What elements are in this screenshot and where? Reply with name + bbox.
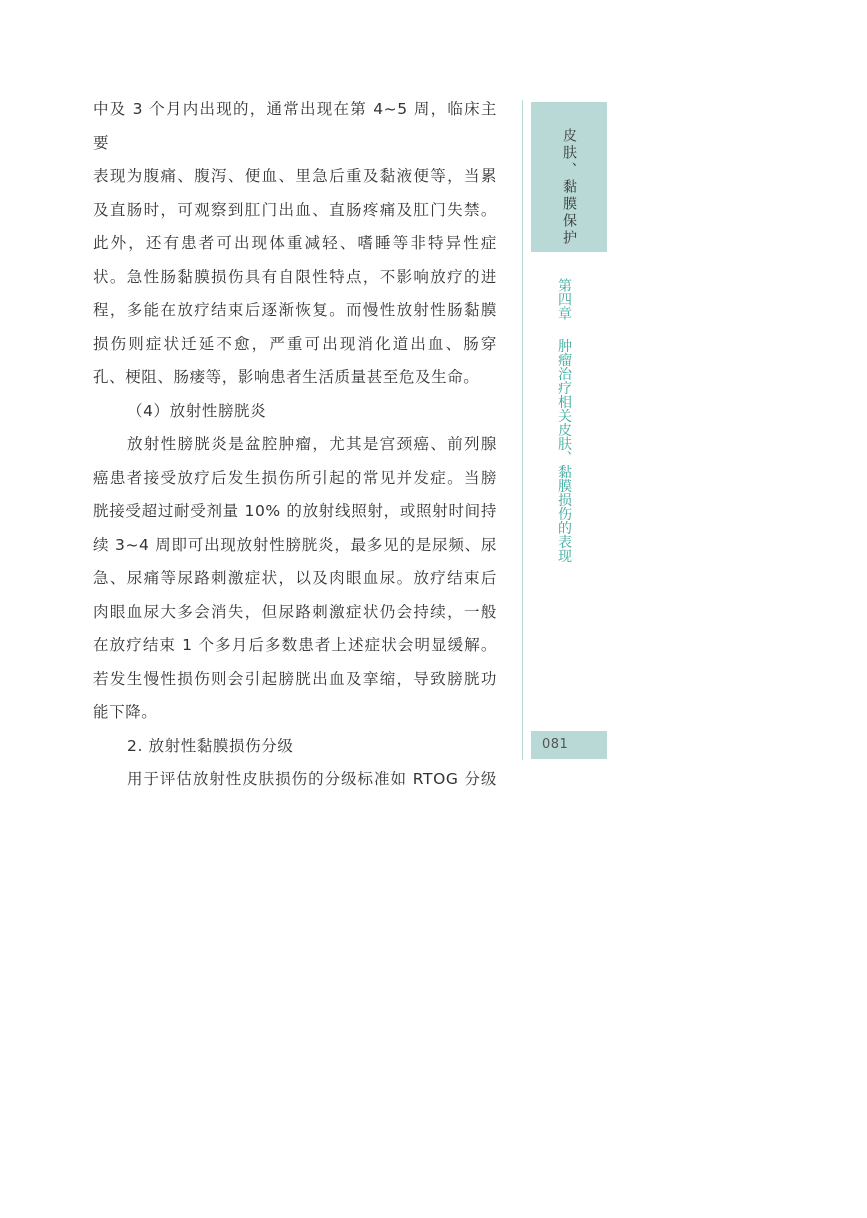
chapter-label: 第四章 bbox=[556, 278, 572, 320]
subheading: （4）放射性膀胱炎 bbox=[127, 401, 267, 420]
paragraph-line: 孔、梗阻、肠瘘等，影响患者生活质量甚至危及生命。 bbox=[93, 368, 480, 386]
paragraph-line: 能下降。 bbox=[93, 703, 158, 721]
chapter-title: 肿瘤治疗相关皮肤、黏膜损伤的表现 bbox=[556, 338, 572, 563]
paragraph-line: 肉眼血尿大多会消失，但尿路刺激症状仍会持续，一般 bbox=[93, 602, 497, 621]
chapter-running-head bbox=[556, 278, 572, 563]
paragraph-line: 在放疗结束 1 个多月后多数患者上述症状会明显缓解。 bbox=[93, 636, 497, 654]
section-tab bbox=[531, 102, 607, 252]
page-number: 081 bbox=[542, 737, 569, 752]
subheading: 2. 放射性黏膜损伤分级 bbox=[127, 736, 294, 755]
paragraph-line: 胱接受超过耐受剂量 10% 的放射线照射，或照射时间持 bbox=[93, 502, 497, 520]
body-text bbox=[93, 93, 497, 797]
paragraph-line: 状。急性肠黏膜损伤具有自限性特点，不影响放疗的进 bbox=[93, 267, 497, 286]
page-number-box bbox=[531, 731, 607, 759]
paragraph-line: 中及 3 个月内出现的，通常出现在第 4~5 周，临床主要 bbox=[93, 100, 497, 152]
paragraph-line: 急、尿痛等尿路刺激症状，以及肉眼血尿。放疗结束后 bbox=[93, 569, 497, 587]
paragraph-line: 续 3~4 周即可出现放射性膀胱炎，最多见的是尿频、尿 bbox=[93, 535, 497, 554]
paragraph-line: 及直肠时，可观察到肛门出血、直肠疼痛及肛门失禁。 bbox=[93, 200, 497, 219]
paragraph-line: 损伤则症状迁延不愈，严重可出现消化道出血、肠穿 bbox=[93, 334, 497, 353]
margin-divider bbox=[522, 100, 523, 760]
paragraph-line: 表现为腹痛、腹泻、便血、里急后重及黏液便等，当累 bbox=[93, 167, 497, 185]
paragraph-line: 用于评估放射性皮肤损伤的分级标准如 RTOG 分级 bbox=[127, 770, 497, 788]
paragraph-line: 程，多能在放疗结束后逐渐恢复。而慢性放射性肠黏膜 bbox=[93, 301, 497, 319]
paragraph-line: 若发生慢性损伤则会引起膀胱出血及挛缩，导致膀胱功 bbox=[93, 669, 497, 688]
paragraph-line: 此外，还有患者可出现体重减轻、嗜睡等非特异性症 bbox=[93, 234, 497, 252]
section-tab-label: 皮肤、黏膜保护 bbox=[561, 128, 577, 247]
paragraph-line: 癌患者接受放疗后发生损伤所引起的常见并发症。当膀 bbox=[93, 468, 497, 487]
paragraph-line: 放射性膀胱炎是盆腔肿瘤，尤其是宫颈癌、前列腺 bbox=[127, 435, 497, 453]
